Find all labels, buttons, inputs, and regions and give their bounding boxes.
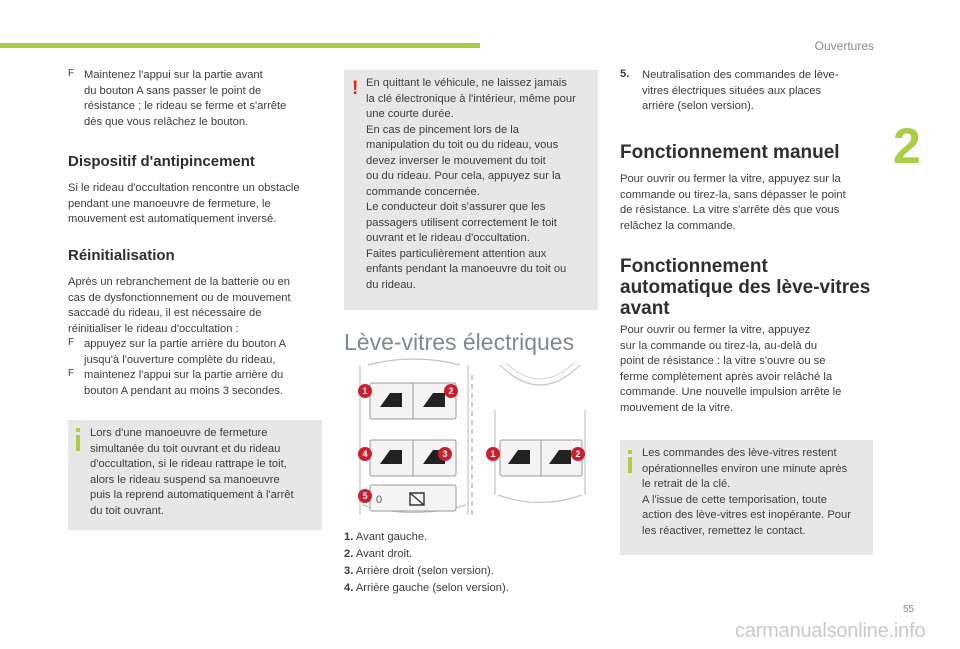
text-line: devez inverser le mouvement du toit <box>366 154 546 167</box>
chapter-color-bar <box>0 43 480 48</box>
title-line: Fonctionnement <box>620 256 768 277</box>
text-line: réinitialiser le rideau d'occultation : <box>68 322 239 335</box>
text-line: Maintenez l'appui sur la partie avant <box>84 69 263 81</box>
callout-4 <box>358 447 372 461</box>
chapter-number: 2 <box>893 118 921 174</box>
legend-item: 4. Arrière gauche (selon version). <box>344 582 509 594</box>
text-line: commande. Une nouvelle impulsion arrête le <box>620 386 842 398</box>
text-line: puis la reprend automatiquement à l'arrêt <box>90 489 294 501</box>
text-line: passagers utilisent correctement le toit <box>366 216 557 229</box>
callout-label: 3 <box>442 449 448 459</box>
text-line: Les commandes des lève-vitres restent <box>642 447 837 459</box>
text-line: Lors d'une manoeuvre de fermeture <box>90 427 268 439</box>
text-line: simultanée du toit ouvrant et du rideau <box>90 442 281 455</box>
text-line: ouvrant et le rideau d'occultation. <box>366 232 530 244</box>
text-line: maintenez l'appui sur la partie arrière du <box>84 369 284 381</box>
manual-title: Fonctionnement manuel <box>620 142 840 163</box>
callout-label: 1 <box>362 386 368 396</box>
section-title: Lève-vitres électriques <box>344 329 575 355</box>
text-line: du bouton A sans passer le point de <box>84 84 262 97</box>
auto-title <box>620 256 882 319</box>
text-line: ou du rideau. Pour cela, appuyez sur la <box>366 170 561 182</box>
text-line: appuyez sur la partie arrière du bouton A <box>84 338 287 350</box>
callout-2-passenger <box>571 447 585 461</box>
info-icon-bar <box>76 435 80 451</box>
text-line: cas de dysfonctionnement ou de mouvement <box>68 291 291 304</box>
text-line: jusqu'à l'ouverture complète du rideau, <box>84 353 276 366</box>
antipinch-text <box>68 181 330 228</box>
manual-text <box>620 172 882 234</box>
callout-3 <box>438 447 452 461</box>
text-line: du toit ouvrant. <box>90 504 165 517</box>
info-icon <box>628 450 632 454</box>
bullet-square-icon: F <box>68 68 75 79</box>
text-line: ferme complètement après avoir relâché la <box>620 370 833 383</box>
legend-item: 1. Avant gauche. <box>344 531 428 543</box>
legend-item: 2. Avant droit. <box>344 548 413 560</box>
watermark: carmanualsonline.info <box>735 620 926 642</box>
info-box <box>68 420 322 530</box>
item-5 <box>620 68 882 115</box>
text-line: mouvement est automatiquement inversé. <box>68 213 277 225</box>
callout-label: 2 <box>575 449 581 459</box>
text-line: arrière (selon version). <box>642 100 754 112</box>
steering-wheel-inner <box>506 363 574 379</box>
text-line: mouvement de la vitre. <box>620 401 734 414</box>
text-line: la clé électronique à l'intérieur, même pour <box>366 92 576 105</box>
text-line: résistance ; le rideau se ferme et s'arrête <box>84 100 287 112</box>
info-box <box>620 440 873 555</box>
text-line: opérationnelles environ une minute après <box>642 462 848 475</box>
auto-text <box>620 323 882 416</box>
text-line: Neutralisation des commandes de lève- <box>642 69 839 81</box>
callout-label: 4 <box>362 449 368 459</box>
child-lock-switch <box>370 485 456 511</box>
intro-bullet <box>68 68 330 130</box>
legend-item: 3. Arrière droit (selon version). <box>344 565 494 577</box>
callout-label: 1 <box>490 449 496 459</box>
bullet-square-icon: F <box>68 337 75 348</box>
antipinch-title: Dispositif d'antipincement <box>68 153 255 170</box>
text-line: Faites particulièrement attention aux <box>366 247 547 260</box>
text-line: enfants pendant la manoeuvre du toit ou <box>366 263 567 275</box>
callout-5 <box>358 489 372 503</box>
passenger-switch-pair <box>500 440 582 476</box>
text-line: Pour ouvrir ou fermer la vitre, appuyez sur la <box>620 173 841 185</box>
switch-label: 0 <box>376 494 383 506</box>
callout-label: 5 <box>362 491 368 501</box>
legend-list <box>344 529 598 597</box>
text-line: Pour ouvrir ou fermer la vitre, appuyez <box>620 324 811 336</box>
text-line: les réactiver, remettez le contact. <box>642 524 806 537</box>
callout-1-passenger <box>486 447 500 461</box>
item-number: 5. <box>620 68 630 80</box>
text-line: commande ou tirez-la, sans dépasser le point <box>620 188 846 201</box>
text-line: vitres électriques situées aux places <box>642 84 822 97</box>
text-line: bouton A pendant au moins 3 secondes. <box>84 384 284 397</box>
warning-box <box>344 70 598 310</box>
title-line: automatique des lève-vitres <box>620 277 871 298</box>
title-line: avant <box>620 298 670 319</box>
warning-exclamation-icon: ! <box>352 78 359 99</box>
text-line: relâchez la commande. <box>620 219 736 232</box>
info-icon <box>76 428 80 432</box>
callout-2 <box>444 384 458 398</box>
text-line: En cas de pincement lors de la <box>366 123 519 136</box>
text-line: alors le rideau suspend sa manoeuvre <box>90 473 280 486</box>
text-line: Le conducteur doit s'assurer que les <box>366 201 546 213</box>
text-line: sur la commande ou tirez-la, au-delà du <box>620 339 818 352</box>
window-switch-diagram <box>340 355 600 520</box>
text-line: le retrait de la clé. <box>642 478 731 490</box>
callout-label: 2 <box>448 386 454 396</box>
text-line: une courte durée. <box>366 108 454 120</box>
text-line: En quittant le véhicule, ne laissez jamais <box>366 77 567 89</box>
text-line: manipulation du toit ou du rideau, vous <box>366 139 559 151</box>
reinit-title: Réinitialisation <box>68 247 175 264</box>
text-line: A l'issue de cette temporisation, toute <box>642 493 827 506</box>
text-line: point de résistance : la vitre s'ouvre ou se <box>620 355 826 367</box>
text-line: Si le rideau d'occultation rencontre un obstacle <box>68 182 300 194</box>
bullet-square-icon: F <box>68 368 75 379</box>
reinit-text <box>68 275 330 399</box>
text-line: pendant une manoeuvre de fermeture, le <box>68 197 271 210</box>
callout-1 <box>358 384 372 398</box>
text-line: saccadé du rideau, il est nécessaire de <box>68 307 262 319</box>
text-line: dès que vous relâchez le bouton. <box>84 115 249 128</box>
text-line: de résistance. La vitre s'arrête dès que vous <box>620 204 840 216</box>
text-line: Après un rebranchement de la batterie ou en <box>68 276 291 288</box>
chapter-title: Ouvertures <box>814 39 874 53</box>
info-icon-bar <box>628 457 632 473</box>
text-line: du rideau. <box>366 278 416 291</box>
text-line: d'occultation, si le rideau rattrape le toit, <box>90 458 287 470</box>
text-line: commande concernée. <box>366 185 480 198</box>
page-number: 55 <box>903 604 915 615</box>
text-line: action des lève-vitres est inopérante. Pour <box>642 509 851 521</box>
